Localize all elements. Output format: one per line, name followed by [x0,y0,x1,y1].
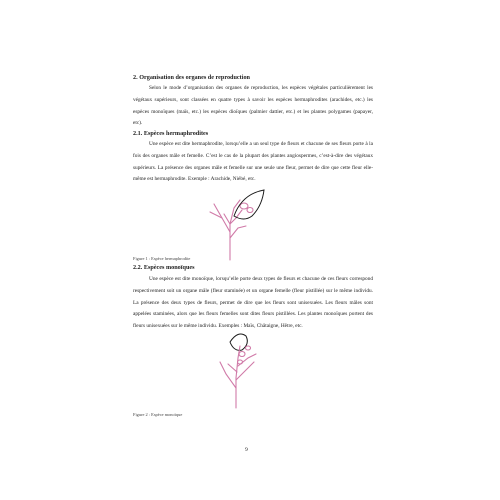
section-2-heading: 2. Organisation des organes de reproduction [133,74,250,81]
figure-2-caption: Figure 2 : Espèce monoïque [133,412,183,417]
monoecious-plant-illustration [212,318,272,408]
section-2-1-heading: 2.1. Espèces hermaphrodites [133,130,209,137]
figure-1-caption: Figure 1 : Espèce hermaphrodite [133,256,191,261]
hermaphrodite-plant-illustration [200,188,270,260]
section-2-paragraph: Selon le mode d’organisation des organes de reproduction, les espèces végétales particulièrement les végétaux supérieurs, sont classées en quatre types à savoir les espèces hermaphrodites (arachides, etc.) les espèces monoïques (maïs, etc.) les espèces dioïques (palmier dattier, etc.) et les plantes polygames (papayer, etc). [133,85,373,127]
section-2-2-heading: 2.2. Espèces monoïques [133,264,195,271]
section-2-1-paragraph: Une espèce est dite hermaphrodite, lorsqu’elle a un seul type de fleurs et chacune de ses fleurs porte à la fois des organes mâle et femelle. C’est le cas de la plupart des plantes angiospermes, c’est-à-dire des végétaux supérieurs. La présence des organes mâle et femelle sur une seule une fleur, permet de dire que cette fleur elle-même est hermaphrodite. Exemple : Arachide, Niébé, etc. [133,141,373,183]
section-2-2-paragraph: Une espèce est dite monoïque, lorsqu’elle porte deux types de fleurs et chacune de ces fleurs correspond respectivement soit un organe mâle (fleur staminée) et un organe femelle (fleur pistillée) sur le même individu. La présence des deux types de fleurs, permet de dire que les fleurs sont unisexuées. Les fleurs mâles sont appelées staminées, alors que les fleurs femelles sont dites fleurs pistillées. Les plantes monoïques portent des fleurs unisexuées sur le même individu. Exemples : Maïs, Châtaigne, Hêtre, etc. [133,276,373,330]
page-number: 9 [245,447,248,453]
